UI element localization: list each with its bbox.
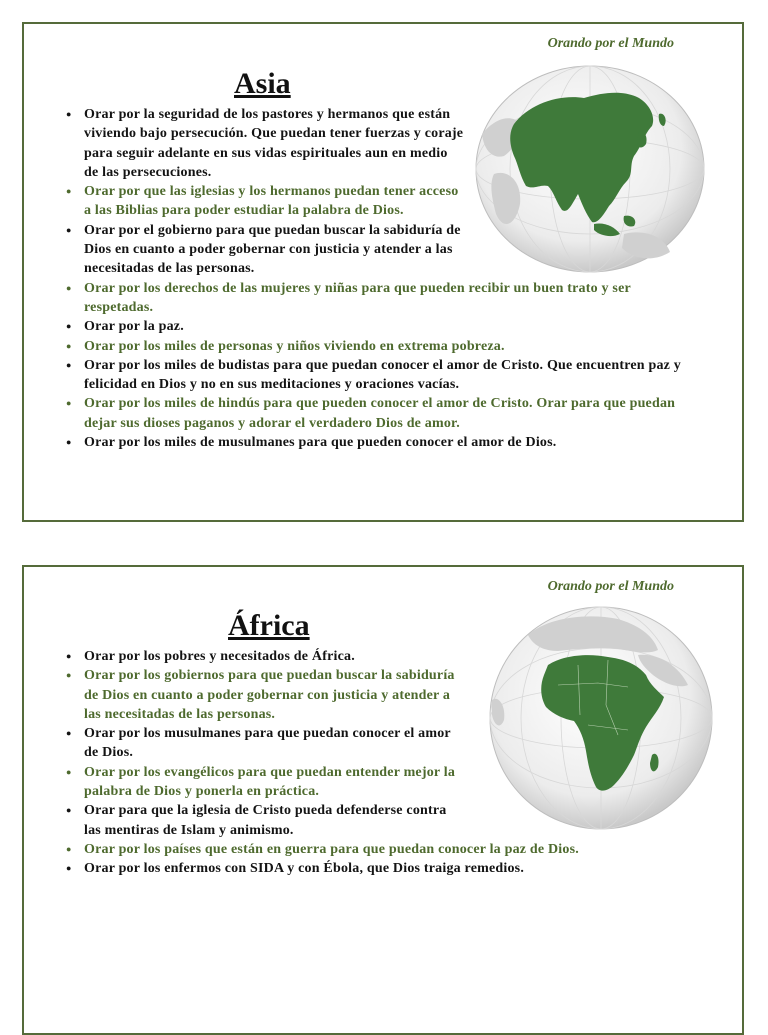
header-note: Orando por el Mundo	[547, 36, 674, 51]
list-item: ● Orar por la seguridad de los pastores y hermanos que están viviendo bajo persecución. Que puedan tener fuerzas y coraje para seguir adelante en sus vidas espirituales aun en medio de las persecuciones.	[64, 105, 464, 182]
asia-card	[22, 22, 744, 522]
prayer-list	[64, 647, 684, 879]
page-title: Asia	[234, 67, 291, 100]
list-item: ● Orar por los evangélicos para que puedan entender mejor la palabra de Dios y ponerla en práctica.	[64, 763, 464, 802]
page-title: África	[228, 609, 310, 642]
list-item: ● Orar por los países que están en guerra para que puedan conocer la paz de Dios.	[64, 840, 684, 859]
list-item: ● Orar por los miles de budistas para que puedan conocer el amor de Cristo. Que encuentren paz y felicidad en Dios y no en sus meditaciones y oraciones vacías.	[64, 356, 684, 395]
list-item: ● Orar por los derechos de las mujeres y niñas para que pueden recibir un buen trato y ser respetadas.	[64, 279, 684, 318]
africa-card	[22, 565, 744, 1035]
header-note: Orando por el Mundo	[547, 579, 674, 594]
list-item: ● Orar por los pobres y necesitados de África.	[64, 647, 464, 666]
list-item: ● Orar por los musulmanes para que puedan conocer el amor de Dios.	[64, 724, 464, 763]
list-item: ● Orar por los enfermos con SIDA y con Ébola, que Dios traiga remedios.	[64, 859, 684, 878]
list-item: ● Orar para que la iglesia de Cristo pueda defenderse contra las mentiras de Islam y animismo.	[64, 801, 464, 840]
list-item: ● Orar por los gobiernos para que puedan buscar la sabiduría de Dios en cuanto a poder gobernar con justicia y atender a las necesitadas de las personas.	[64, 666, 464, 724]
list-item: ● Orar por los miles de personas y niños viviendo en extrema pobreza.	[64, 337, 684, 356]
list-item: ● Orar por los miles de hindús para que pueden conocer el amor de Cristo. Orar para que puedan dejar sus dioses paganos y adorar el verdadero Dios de amor.	[64, 394, 684, 433]
list-item: ● Orar por que las iglesias y los hermanos puedan tener acceso a las Biblias para poder estudiar la palabra de Dios.	[64, 182, 464, 221]
list-item: ● Orar por los miles de musulmanes para que pueden conocer el amor de Dios.	[64, 433, 684, 452]
list-item: ● Orar por el gobierno para que puedan buscar la sabiduría de Dios en cuanto a poder gobernar con justicia y atender a las necesitadas de las personas.	[64, 221, 464, 279]
prayer-list	[64, 105, 684, 452]
list-item: ● Orar por la paz.	[64, 317, 684, 336]
